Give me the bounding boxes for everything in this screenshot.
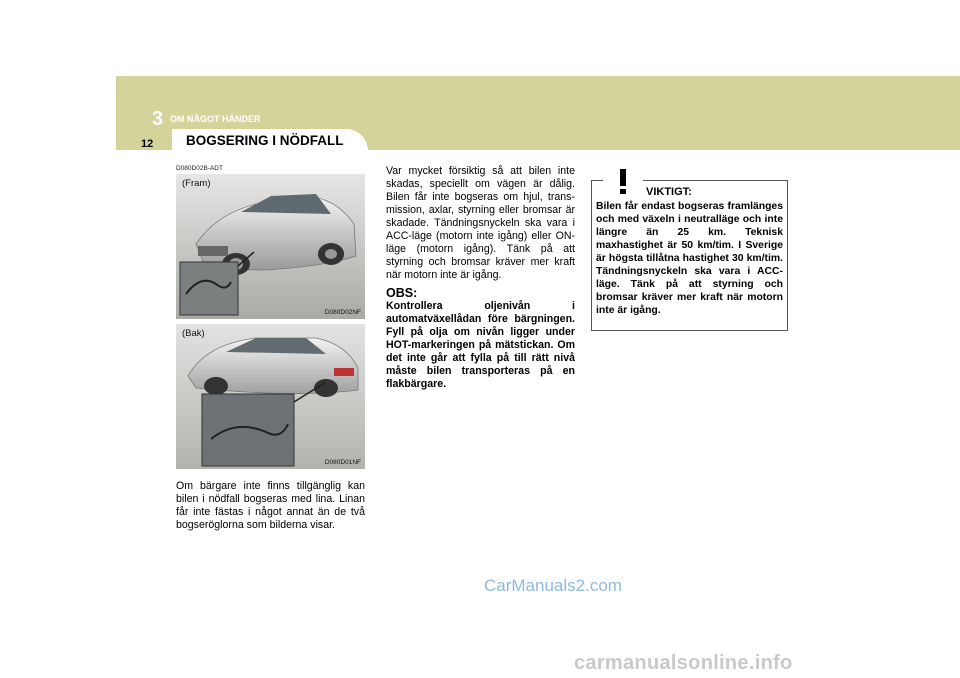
figure-ref-code: D080D02B-ADT bbox=[176, 165, 223, 172]
towing-caution-text: Var mycket försiktig så att bilen inte skadas, speciellt om vägen är dålig. Bilen får inte bogseras om hjul, trans-mission, axlar, styrning eller bromsar är skadade. Tändningsnyckeln ska vara i ACC-läge (motorn inte igång) eller ON-läge (motorn igång). Tänk på att styrning och bromsar kräver mer kraft när motorn inte är igång. bbox=[386, 165, 575, 281]
front-car-illustration bbox=[176, 174, 365, 319]
page-number: 12 bbox=[141, 138, 154, 150]
chapter-number: 3 bbox=[152, 108, 164, 130]
towing-cable-text: Om bärgare inte finns tillgänglig kan bilen i nödfall bogseras med lina. Linan får inte fästas i något annat än de två bogseröglorna som bilderna visar. bbox=[176, 480, 365, 531]
obs-text: Kontrollera oljenivån i automatväxellådan före bärgningen. Fyll på olja om nivån ligger under HOT-markeringen på mätstickan. Om det inte går att fylla på till rätt nivå måste bilen transporteras på en flakbärgare. bbox=[386, 300, 575, 390]
section-title: BOGSERING I NÖDFALL bbox=[186, 133, 344, 148]
warning-exclamation-icon bbox=[603, 166, 643, 196]
rear-car-illustration bbox=[176, 324, 365, 469]
warning-title: VIKTIGT: bbox=[646, 186, 692, 198]
warning-text: Bilen får endast bogseras framlänges och med växeln i neutralläge och inte längre än 25 km. Teknisk maxhastighet är 50 km/tim. I Sverige är högsta tillåtna hastighet 30 km/tim. Tändningsnyckeln ska vara i ACC-läge. Tänk på att styrning och bromsar kräver mer kraft när motorn inte är igång. bbox=[596, 201, 783, 316]
front-photo-label: (Fram) bbox=[182, 178, 211, 189]
chapter-title: OM NÅGOT HÄNDER bbox=[170, 114, 261, 124]
front-car-photo bbox=[176, 174, 365, 319]
rear-photo-label: (Bak) bbox=[182, 328, 205, 339]
front-photo-code: D080D02NF bbox=[324, 309, 361, 316]
watermark-carmanualsonline[interactable]: carmanualsonline.info bbox=[574, 652, 793, 674]
watermark-carmanuals2[interactable]: CarManuals2.com bbox=[484, 576, 622, 595]
rear-photo-code: D080D01NF bbox=[324, 459, 361, 466]
rear-car-photo bbox=[176, 324, 365, 469]
obs-title: OBS: bbox=[386, 286, 418, 300]
